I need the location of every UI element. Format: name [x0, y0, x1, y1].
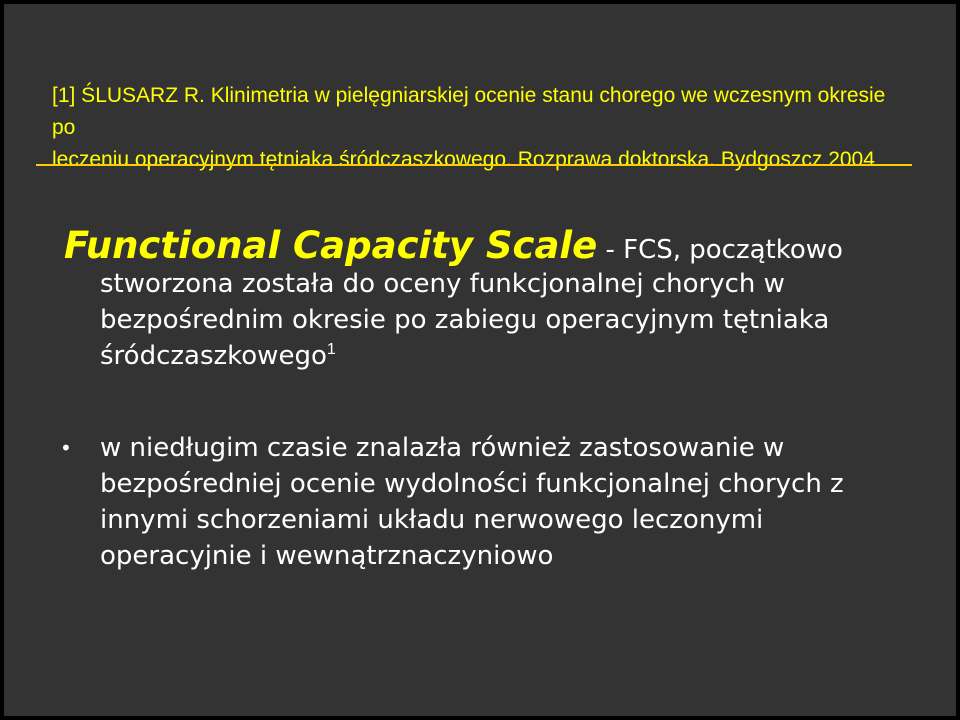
divider-line — [36, 164, 912, 166]
reference-line-2: leczeniu operacyjnym tętniaka śródczaszkowego. Rozprawa doktorska. Bydgoszcz 2004 — [52, 148, 875, 171]
reference-line-1: [1] ŚLUSARZ R. Klinimetria w pielęgniarskiej ocenie stanu chorego we wczesnym okresie po — [52, 84, 886, 139]
scale-abbreviation: - FCS, początkowo — [597, 235, 843, 265]
scale-name: Functional Capacity Scale — [64, 224, 598, 267]
intro-paragraph — [64, 224, 924, 374]
bullet-text: w niedługim czasie znalazła również zastosowanie w bezpośredniej ocenie wydolności funkcjonalnej chorych z innymi schorzeniami układu nerwowego leczonymi operacyjnie i wewnątrznaczyniowo — [100, 433, 844, 571]
intro-description: stworzona została do oceny funkcjonalnej chorych w bezpośrednim okresie po zabiegu operacyjnym tętniaka śródczaszkowego — [100, 269, 830, 371]
slide — [4, 4, 956, 716]
footnote-marker: 1 — [326, 341, 336, 358]
reference-footnote — [52, 80, 912, 176]
intro-text — [64, 266, 924, 374]
bullet-list — [60, 430, 920, 574]
bullet-item — [60, 430, 920, 574]
bullet-icon: • — [60, 436, 72, 460]
